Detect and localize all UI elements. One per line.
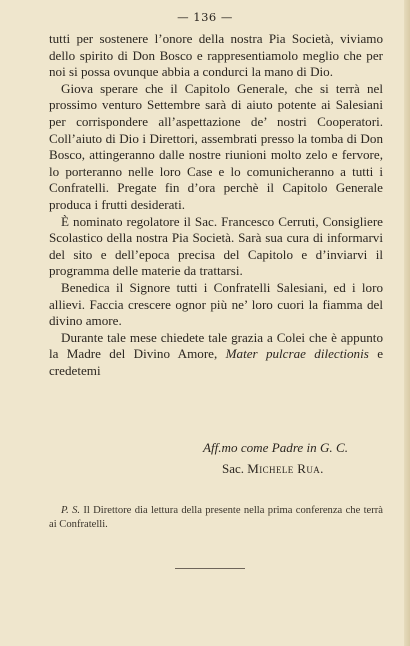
end-rule: [175, 568, 245, 569]
page-number: — 136 —: [177, 10, 233, 24]
paragraph-5-end: e credetemi: [49, 346, 383, 378]
page-edge: [404, 0, 410, 646]
letter-body: [49, 31, 383, 379]
closing-salute: Aff.mo come Padre in G. C.: [203, 440, 348, 455]
paragraph-4: Benedica il Signore tutti i Confratelli Salesiani, ed i loro allievi. Faccia crescere ognor più ne’ loro cuori la fiamma del divino amore.: [49, 279, 383, 329]
latin-phrase: Mater pulcrae dilectionis: [225, 346, 369, 362]
paragraph-2: Giova sperare che il Capitolo Generale, che si terrà nel prossimo venturo Settembre sarà di aiuto potente ai Salesiani per corrispondere all’aspettazione de’ nostri Cooperatori. Coll’aiuto di Dio i Direttori, assembrati presso la tomba di Don Bosco, attingeranno dalle nostre riunioni molto zelo e fervore, lo porteranno nelle loro Case e lo comunicheranno a tutti i Confratelli. Pregate fin d’ora perchè il Capitolo Generale produca i frutti desiderati.: [49, 80, 383, 212]
paragraph-3: È nominato regolatore il Sac. Francesco Cerruti, Consigliere Scolastico della nostra Pia Società. Sarà sua cura di informarvi del sito e dell’epoca precisa del Capitolo e d’inviarvi il programma delle materie da trattarsi.: [49, 213, 383, 279]
postscript-text: Il Direttore dia lettura della presente nella prima conferenza che terrà ai Confratelli.: [49, 505, 383, 531]
postscript-label: P. S.: [61, 505, 81, 516]
paragraph-1: tutti per sostenere l’onore della nostra Pia Società, viviamo dello spirito di Don Bosco e rappresentiamolo meglio che per noi si possa ovunque abbia a condurci la mano di Dio.: [49, 31, 383, 80]
signature-title: Sac.: [222, 461, 245, 476]
paragraph-5-start: Durante tale mese chiedete tale grazia a Colei che è appunto la Madre del Divino Amore,: [49, 329, 383, 362]
postscript: [49, 504, 383, 533]
signature: [222, 461, 324, 477]
paragraph-5: [49, 330, 383, 380]
signature-name: Michele Rua.: [247, 461, 324, 476]
